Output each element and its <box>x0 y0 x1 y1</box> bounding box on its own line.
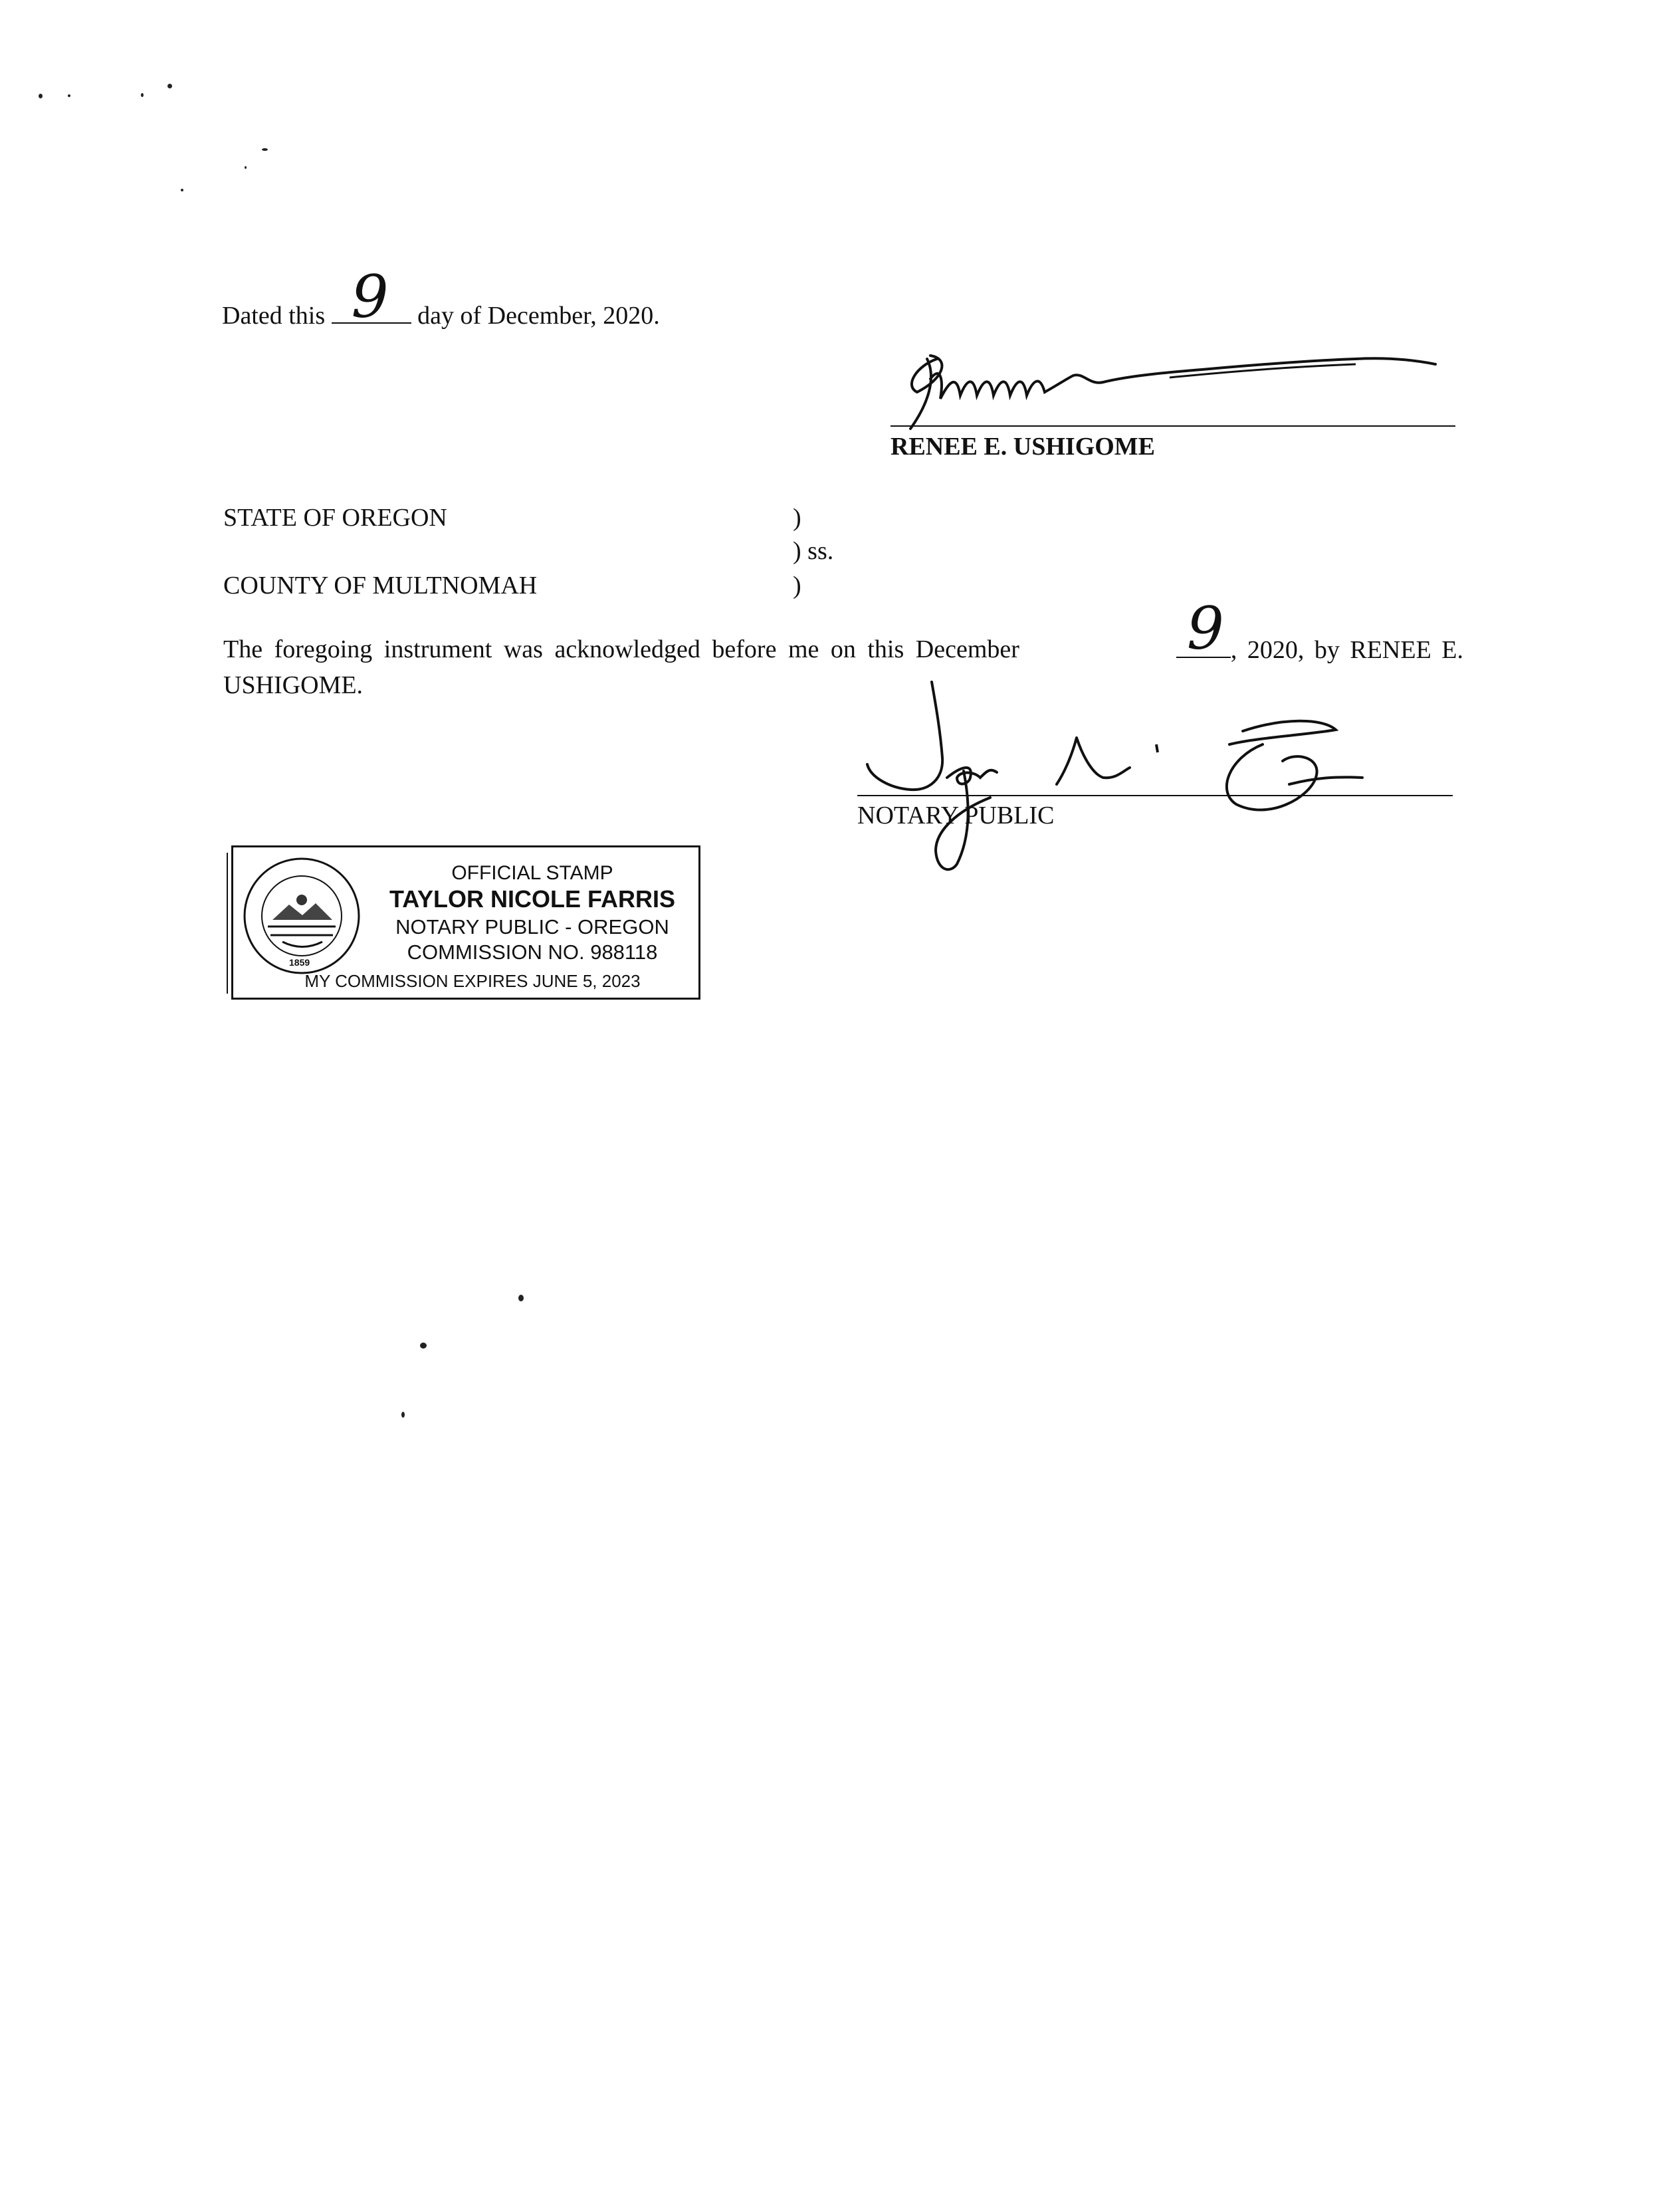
signer-name: RENEE E. USHIGOME <box>891 433 1156 461</box>
scan-speck <box>68 94 70 97</box>
official-stamp <box>231 845 700 1000</box>
notary-signature <box>857 678 1442 877</box>
venue-paren-ss: ) ss. <box>793 537 834 565</box>
scan-speck <box>141 93 144 97</box>
notary-label: NOTARY PUBLIC <box>857 802 1055 829</box>
scan-speck <box>245 166 247 169</box>
venue-county: COUNTY OF MULTNOMAH <box>223 572 538 600</box>
stamp-notary-public-oregon: NOTARY PUBLIC - OREGON <box>395 915 669 938</box>
dated-prefix: Dated this <box>222 302 326 330</box>
acknowledgment-day-handwritten: 9 <box>1186 594 1224 663</box>
scan-speck <box>181 189 183 191</box>
oregon-state-seal <box>243 857 361 975</box>
venue-state: STATE OF OREGON <box>223 504 447 532</box>
scan-speck <box>401 1412 405 1418</box>
stamp-notary-name: TAYLOR NICOLE FARRIS <box>389 885 676 913</box>
acknowledgment-day-blank <box>1176 594 1231 663</box>
notary-signature-line <box>857 795 1453 796</box>
dated-line <box>222 263 660 331</box>
scan-speck <box>518 1295 524 1301</box>
acknowledgment-line-1 <box>223 594 1463 664</box>
venue-paren-top: ) <box>793 504 801 532</box>
stamp-commission-number: COMMISSION NO. 988118 <box>407 940 658 964</box>
scan-speck <box>167 84 172 88</box>
signer-signature <box>891 339 1442 432</box>
acknowledgment-text-before: The foregoing instrument was acknowledged before me on this December <box>223 635 1019 663</box>
acknowledgment-text-after: , 2020, by RENEE E. <box>1230 636 1463 664</box>
stamp-commission-expires: MY COMMISSION EXPIRES JUNE 5, 2023 <box>304 971 641 991</box>
signer-signature-line <box>891 425 1455 427</box>
acknowledgment-line-2: USHIGOME. <box>223 671 364 699</box>
dated-day-handwritten: 9 <box>351 263 389 331</box>
dated-suffix: day of December, 2020. <box>417 302 660 330</box>
scan-speck <box>420 1343 427 1349</box>
stamp-title: OFFICIAL STAMP <box>451 862 613 884</box>
scan-speck <box>39 94 43 98</box>
seal-year: 1859 <box>289 957 310 968</box>
dated-day-blank <box>332 263 411 331</box>
venue-paren-bottom: ) <box>793 572 801 600</box>
scan-speck <box>262 148 268 151</box>
stamp-inner-border <box>227 853 236 994</box>
